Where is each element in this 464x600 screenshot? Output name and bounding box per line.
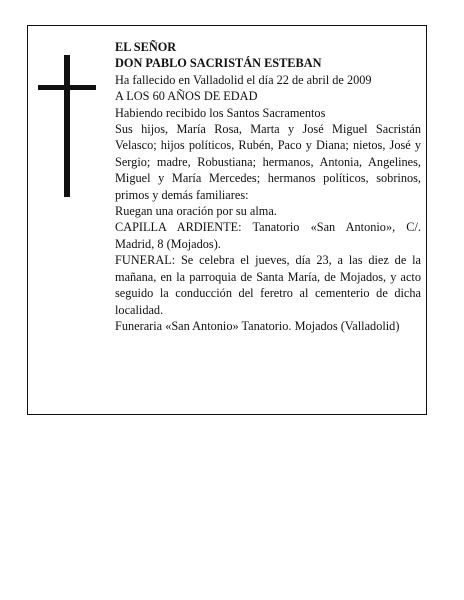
prayer-line: Ruegan una oración por su alma. xyxy=(115,204,277,219)
family-paragraph: Sus hijos, María Rosa, Marta y José Miguel Sacristán Velasco; hijos políticos, Rubén, Paco y Diana; nietos, José y Sergio; madre, Robustiana; hermanos, Antonia, Angelines, Miguel y María Mercedes; hermanos políticos, sobrinos, primos y demás familiares: xyxy=(115,122,421,202)
funeral-home-paragraph: Funeraria «San Antonio» Tanatorio. Mojados (Valladolid) xyxy=(115,318,400,333)
deceased-name: DON PABLO SACRISTÁN ESTEBAN xyxy=(115,56,322,71)
title-line: EL SEÑOR xyxy=(115,40,177,54)
death-statement: Ha fallecido en Valladolid el día 22 de abril de 2009 xyxy=(115,72,372,87)
cross-horizontal-bar xyxy=(38,85,96,90)
funeral-paragraph: FUNERAL: Se celebra el jueves, día 23, a las diez de la mañana, en la parroquia de Santa María, de Mojados, y acto seguido la conducción del feretro al cementerio de dicha localidad. xyxy=(115,253,421,317)
cross-icon xyxy=(38,55,98,197)
age-line: A LOS 60 AÑOS DE EDAD xyxy=(115,89,258,104)
cross-vertical-bar xyxy=(64,55,70,197)
obituary-text xyxy=(115,39,421,334)
sacraments-line: Habiendo recibido los Santos Sacramentos xyxy=(115,105,326,120)
chapel-paragraph: CAPILLA ARDIENTE: Tanatorio «San Antonio», C/. Madrid, 8 (Mojados). xyxy=(115,220,421,251)
